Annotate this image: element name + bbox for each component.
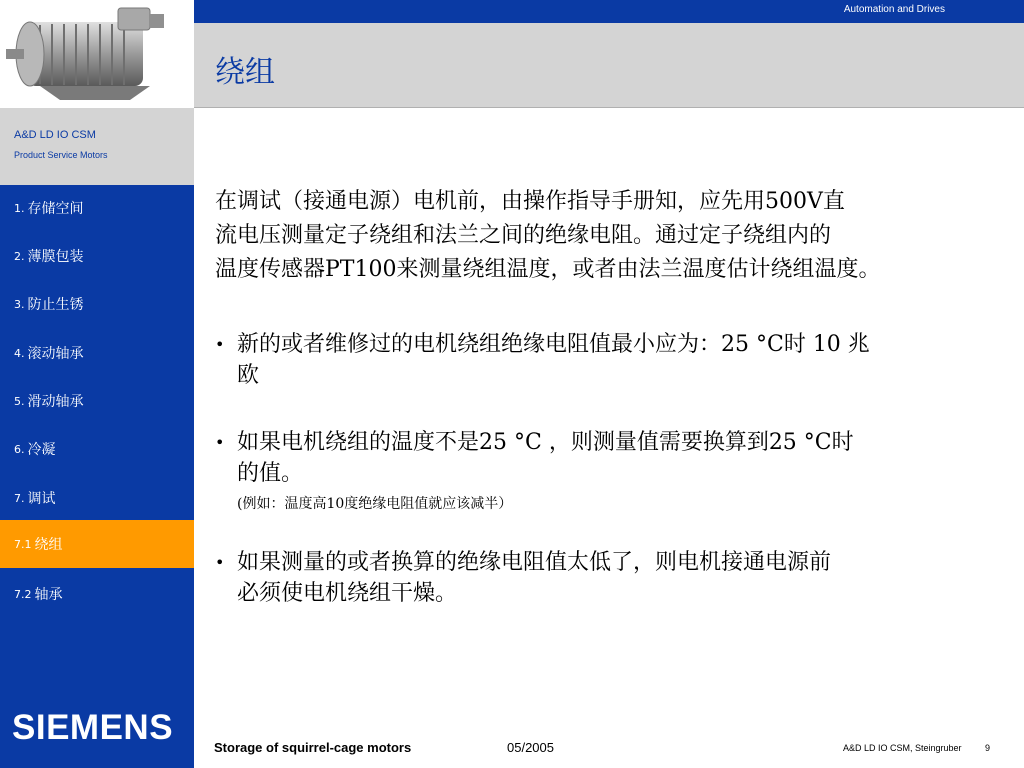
nav-num: 2. bbox=[14, 249, 25, 263]
nav-num: 1. bbox=[14, 201, 25, 215]
bullet-line: 必须使电机绕组干燥。 bbox=[237, 581, 458, 606]
footer-author: A&D LD IO CSM, Steingruber bbox=[843, 743, 962, 753]
nav-item-bearing[interactable] bbox=[0, 570, 194, 618]
nav-item-commissioning[interactable] bbox=[0, 474, 194, 522]
nav-num: 4. bbox=[14, 346, 25, 360]
nav-item-condensation[interactable] bbox=[0, 425, 194, 473]
nav-item-rust-prevention[interactable] bbox=[0, 280, 194, 328]
footer-date: 05/2005 bbox=[507, 740, 554, 755]
org-division: Product Service Motors bbox=[14, 150, 108, 160]
nav-label: 防止生锈 bbox=[27, 297, 84, 313]
nav-label: 调试 bbox=[27, 491, 56, 507]
bullet-note: (例如：温度高10度绝缘电阻值就应该减半） bbox=[237, 496, 513, 512]
nav-item-winding[interactable] bbox=[0, 520, 194, 568]
intro-line: 流电压测量定子绕组和法兰之间的绝缘电阻。通过定子绕组内的 bbox=[215, 223, 832, 248]
nav-num: 7. bbox=[14, 491, 25, 505]
bullet-icon: • bbox=[215, 553, 225, 572]
nav-label: 薄膜包装 bbox=[27, 249, 84, 265]
top-bar bbox=[194, 0, 1024, 23]
bullet-line: 如果电机绕组的温度不是25 °C ，则测量值需要换算到25 °C时 bbox=[237, 430, 854, 455]
bullet-item bbox=[215, 329, 1020, 391]
nav-num: 7.1 bbox=[14, 537, 32, 551]
nav-num: 6. bbox=[14, 442, 25, 456]
intro-line: 在调试（接通电源）电机前，由操作指导手册知，应先用500V直 bbox=[215, 189, 845, 214]
bullet-icon: • bbox=[215, 335, 225, 354]
siemens-logo: SIEMENS bbox=[12, 708, 174, 747]
bullet-line: 欧 bbox=[237, 363, 260, 388]
intro-paragraph bbox=[215, 185, 1020, 287]
nav-label: 存储空间 bbox=[27, 201, 84, 217]
nav-label: 绕组 bbox=[34, 537, 63, 553]
org-box bbox=[0, 108, 194, 185]
bullet-item bbox=[215, 427, 1020, 489]
bullet-line: 如果测量的或者换算的绝缘电阻值太低了，则电机接通电源前 bbox=[237, 550, 832, 575]
bullet-item bbox=[215, 547, 1020, 609]
nav-num: 3. bbox=[14, 297, 25, 311]
nav-item-storage-space[interactable] bbox=[0, 184, 194, 232]
nav-num: 7.2 bbox=[14, 587, 32, 601]
topbar-label: Automation and Drives bbox=[843, 4, 945, 15]
bullet-icon: • bbox=[215, 433, 225, 452]
bullet-line: 的值。 bbox=[237, 461, 304, 486]
footer-title: Storage of squirrel-cage motors bbox=[214, 740, 412, 755]
page-number: 9 bbox=[985, 743, 991, 753]
motor-image bbox=[0, 0, 194, 108]
nav-item-film-packaging[interactable] bbox=[0, 232, 194, 280]
page-title: 绕组 bbox=[215, 55, 275, 90]
intro-line: 温度传感器PT100来测量绕组温度，或者由法兰温度估计绕组温度。 bbox=[215, 257, 881, 282]
nav-item-sliding-bearing[interactable] bbox=[0, 377, 194, 425]
nav-label: 滚动轴承 bbox=[27, 346, 84, 362]
org-name: A&D LD IO CSM bbox=[14, 129, 96, 141]
slide-content bbox=[215, 185, 1020, 609]
title-bar bbox=[194, 23, 1024, 108]
nav-label: 滑动轴承 bbox=[27, 394, 84, 410]
bullet-line: 新的或者维修过的电机绕组绝缘电阻值最小应为：25 °C时 10 兆 bbox=[237, 332, 870, 357]
nav-num: 5. bbox=[14, 394, 25, 408]
nav-item-rolling-bearing[interactable] bbox=[0, 329, 194, 377]
nav-label: 轴承 bbox=[34, 587, 63, 603]
nav-label: 冷凝 bbox=[27, 442, 56, 458]
